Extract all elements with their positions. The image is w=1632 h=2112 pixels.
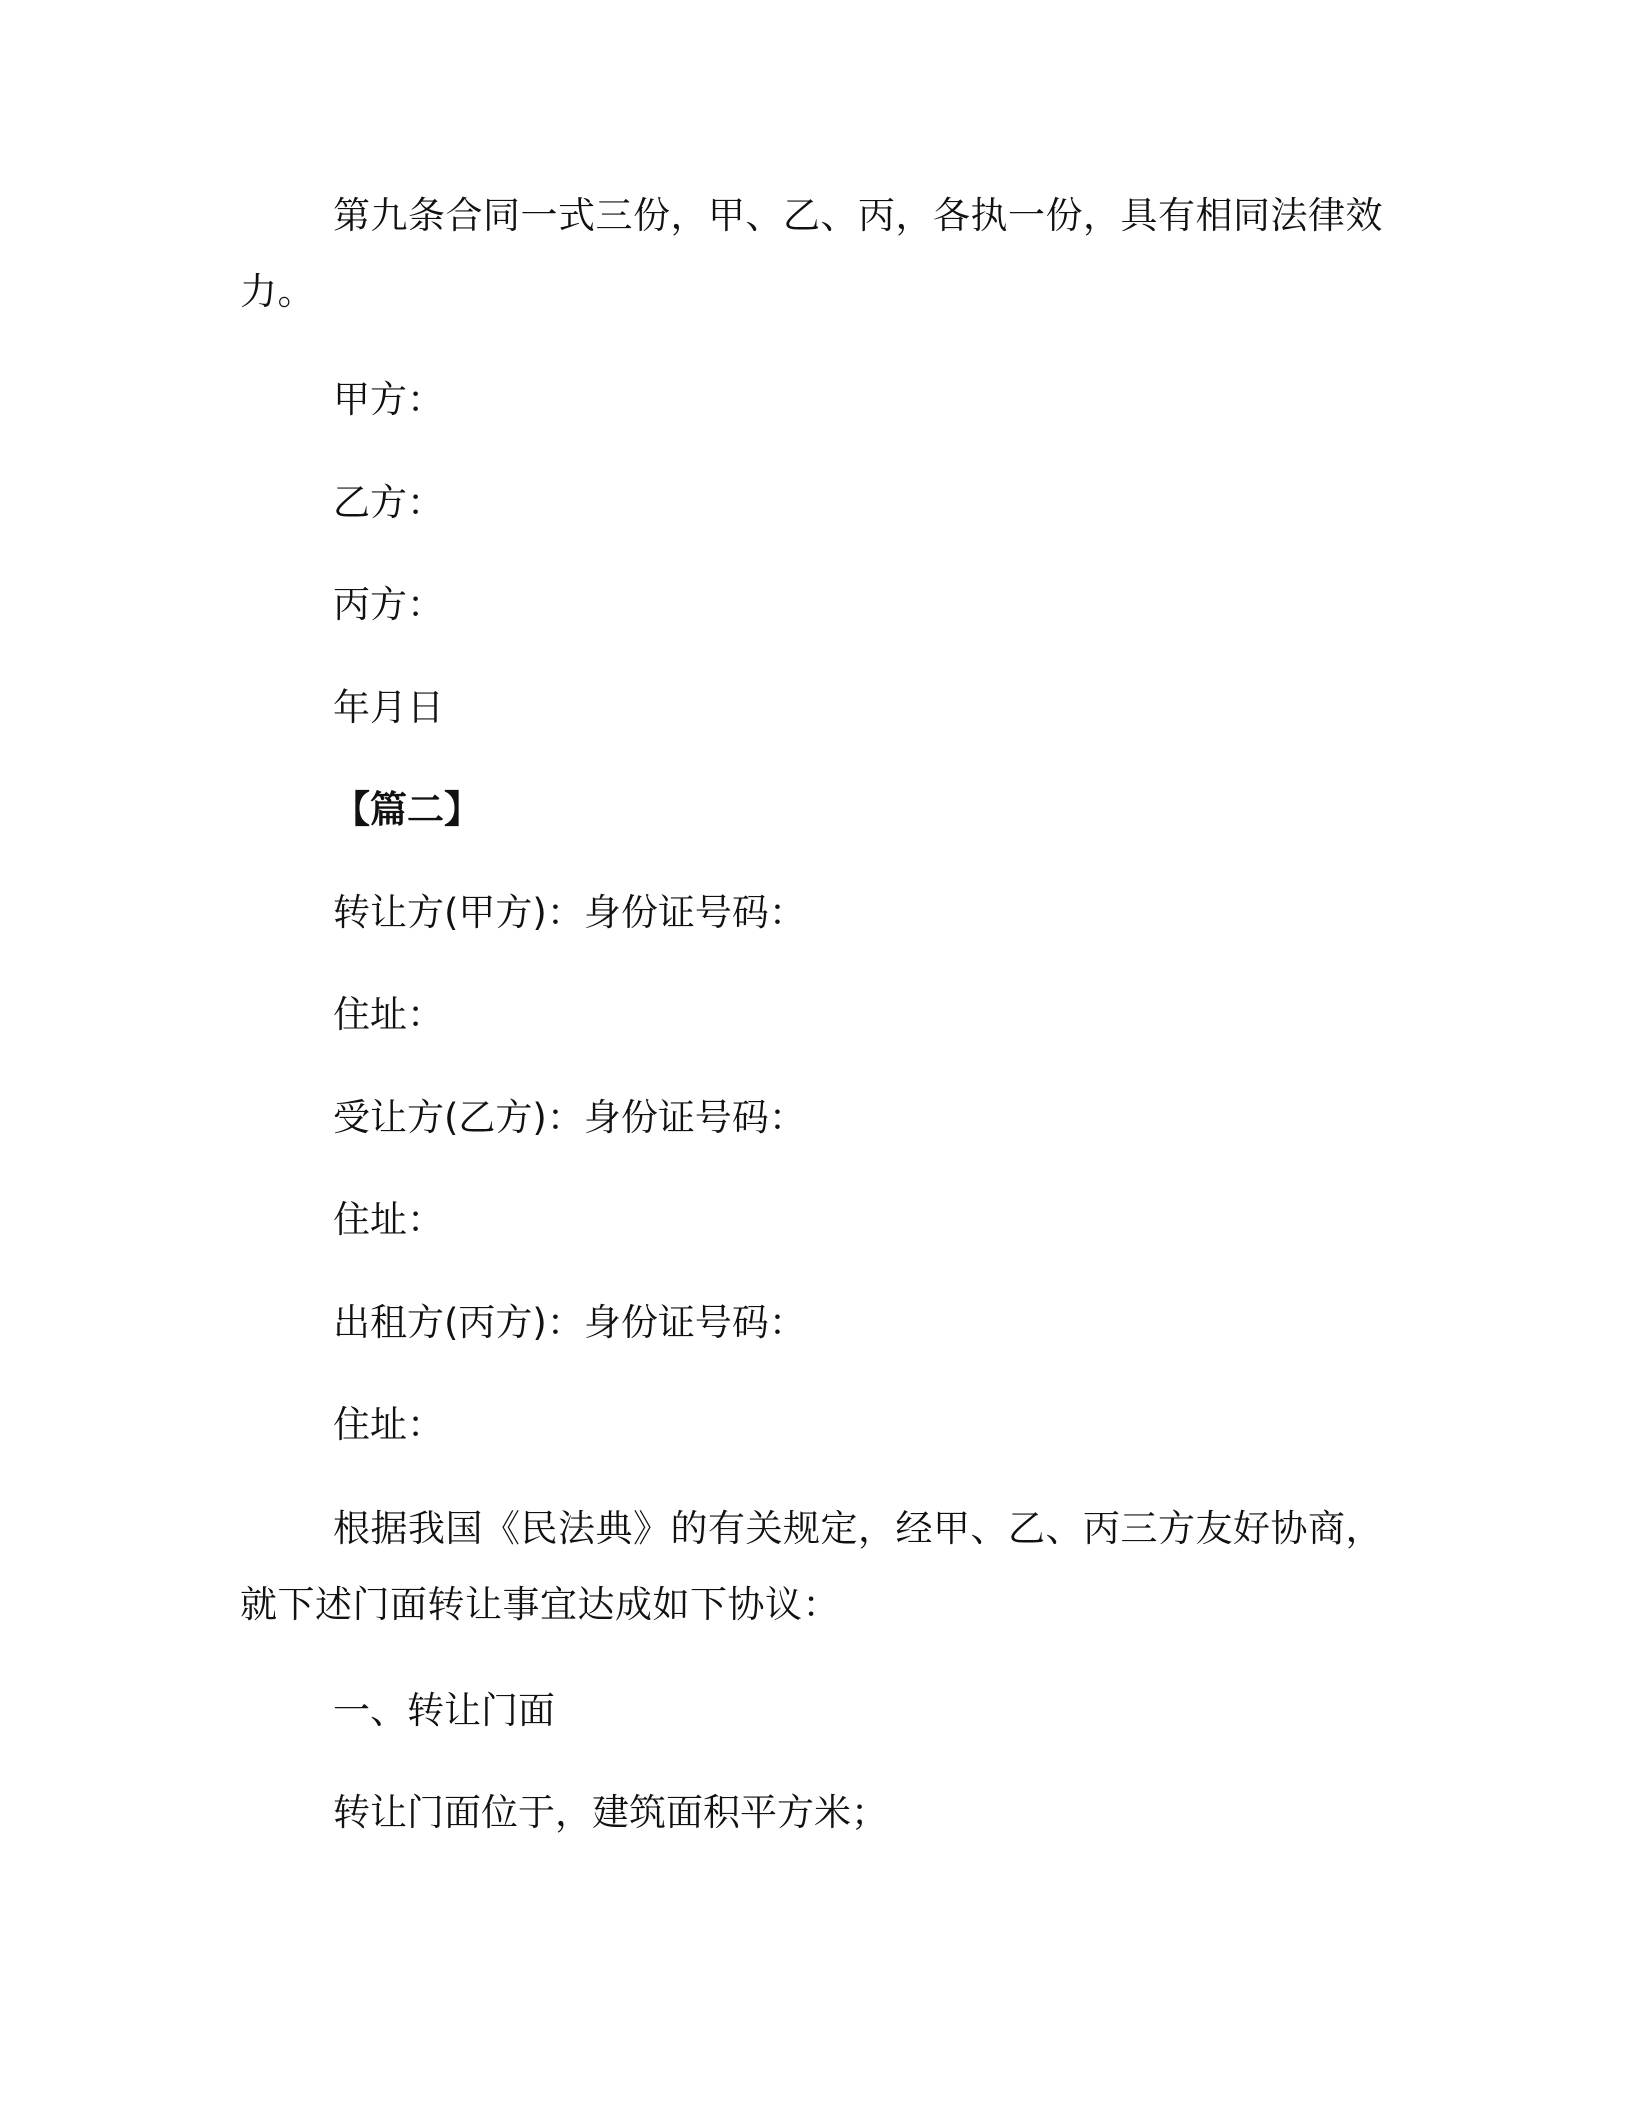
preamble-paragraph: 根据我国《民法典》的有关规定，经甲、乙、丙三方友好协商，就下述门面转让事宜达成如下协议： bbox=[240, 1507, 1383, 1626]
lessor-line: 出租方(丙方)：身份证号码： bbox=[333, 1301, 806, 1344]
party-a-line: 甲方： bbox=[333, 378, 444, 421]
party-b-line: 乙方： bbox=[333, 481, 444, 524]
section-title: 【篇二】 bbox=[333, 788, 481, 831]
clause-one-body: 转让门面位于，建筑面积平方米； bbox=[333, 1791, 888, 1834]
transferee-address-line: 住址： bbox=[333, 1198, 444, 1241]
transferee-line: 受让方(乙方)：身份证号码： bbox=[333, 1096, 806, 1139]
lessor-address-line: 住址： bbox=[333, 1403, 444, 1446]
clause-one-heading: 一、转让门面 bbox=[333, 1689, 555, 1732]
clause-nine-paragraph: 第九条合同一式三份，甲、乙、丙，各执一份，具有相同法律效力。 bbox=[240, 194, 1383, 313]
date-line: 年月日 bbox=[333, 686, 444, 729]
party-c-line: 丙方： bbox=[333, 583, 444, 626]
transferor-line: 转让方(甲方)：身份证号码： bbox=[333, 891, 806, 934]
transferor-address-line: 住址： bbox=[333, 993, 444, 1036]
